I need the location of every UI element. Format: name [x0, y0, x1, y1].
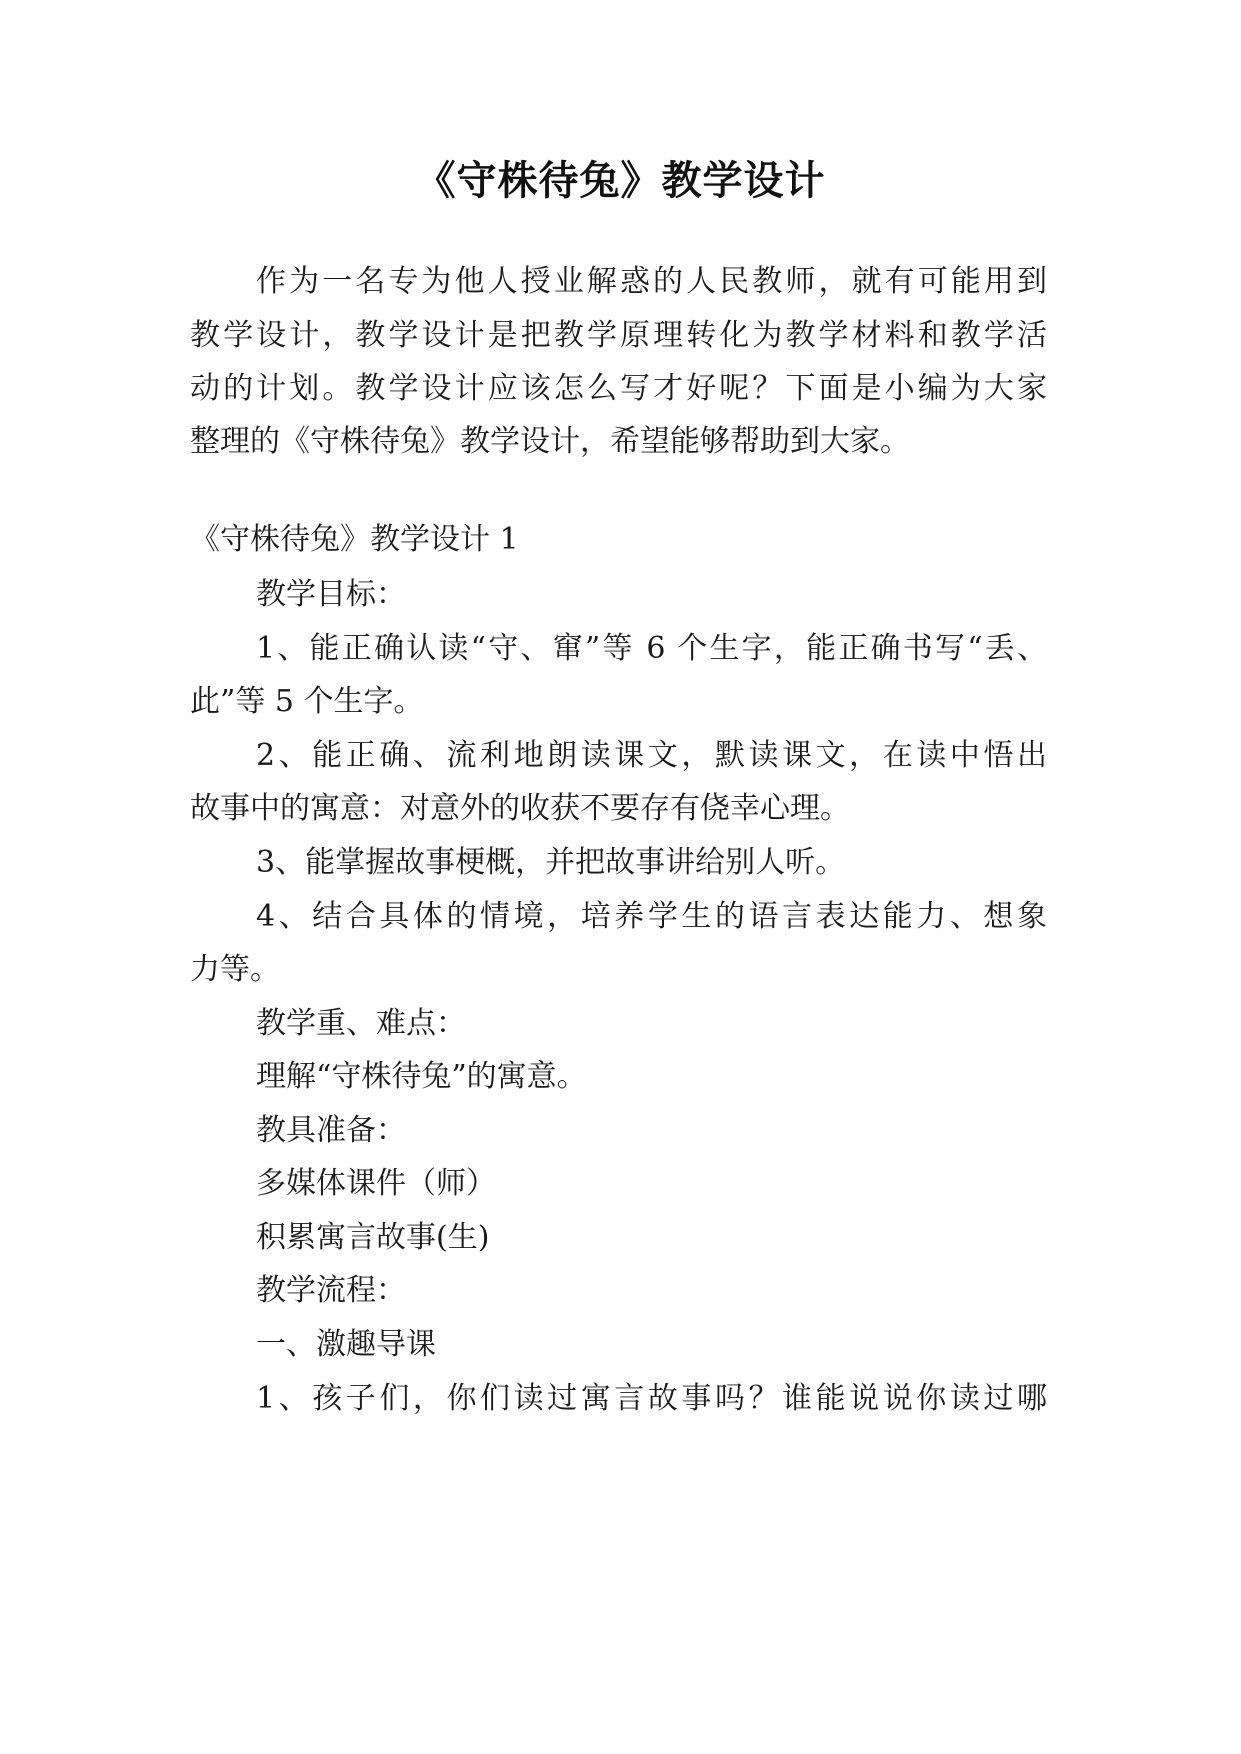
body-line-goal-1b: 此”等 5 个生字。	[190, 684, 424, 719]
body-line-materials: 教具准备：	[256, 1113, 406, 1148]
body-line-goal-1a: 1、能正确认读“守、窜”等 6 个生字，能正确书写“丢、	[256, 631, 1047, 666]
body-line-step-1-q: 1、孩子们，你们读过寓言故事吗？谁能说说你读过哪	[256, 1381, 1047, 1416]
body-line-goal-3: 3、能掌握故事梗概，并把故事讲给别人听。	[256, 845, 846, 880]
body-line-goal-2a: 2、能正确、流利地朗读课文，默读课文，在读中悟出	[256, 738, 1047, 773]
body-line-key-points: 教学重、难点：	[256, 1006, 466, 1041]
body-line-goal-2b: 故事中的寓意：对意外的收获不要存有侥幸心理。	[190, 791, 850, 826]
body-line-materials-teacher: 多媒体课件（师）	[256, 1166, 496, 1201]
body-line-teaching-goals: 教学目标：	[256, 577, 406, 612]
section-heading: 《守株待兔》教学设计 1	[190, 522, 519, 557]
intro-line-2: 教学设计，教学设计是把教学原理转化为教学材料和教学活	[190, 318, 1047, 353]
intro-line-3: 动的计划。教学设计应该怎么写才好呢？下面是小编为大家	[190, 371, 1047, 406]
body-line-step-1: 一、激趣导课	[256, 1327, 436, 1362]
body-line-goal-4a: 4、结合具体的情境，培养学生的语言表达能力、想象	[256, 899, 1047, 934]
body-line-goal-4b: 力等。	[190, 952, 280, 987]
document-title: 《守株待兔》教学设计	[415, 158, 826, 204]
body-line-materials-student: 积累寓言故事(生)	[256, 1220, 490, 1255]
intro-line-4: 整理的《守株待兔》教学设计，希望能够帮助到大家。	[190, 424, 910, 459]
body-line-process: 教学流程：	[256, 1273, 406, 1308]
intro-line-1: 作为一名专为他人授业解惑的人民教师，就有可能用到	[256, 264, 1047, 299]
body-line-key-points-text: 理解“守株待兔”的寓意。	[256, 1059, 587, 1094]
